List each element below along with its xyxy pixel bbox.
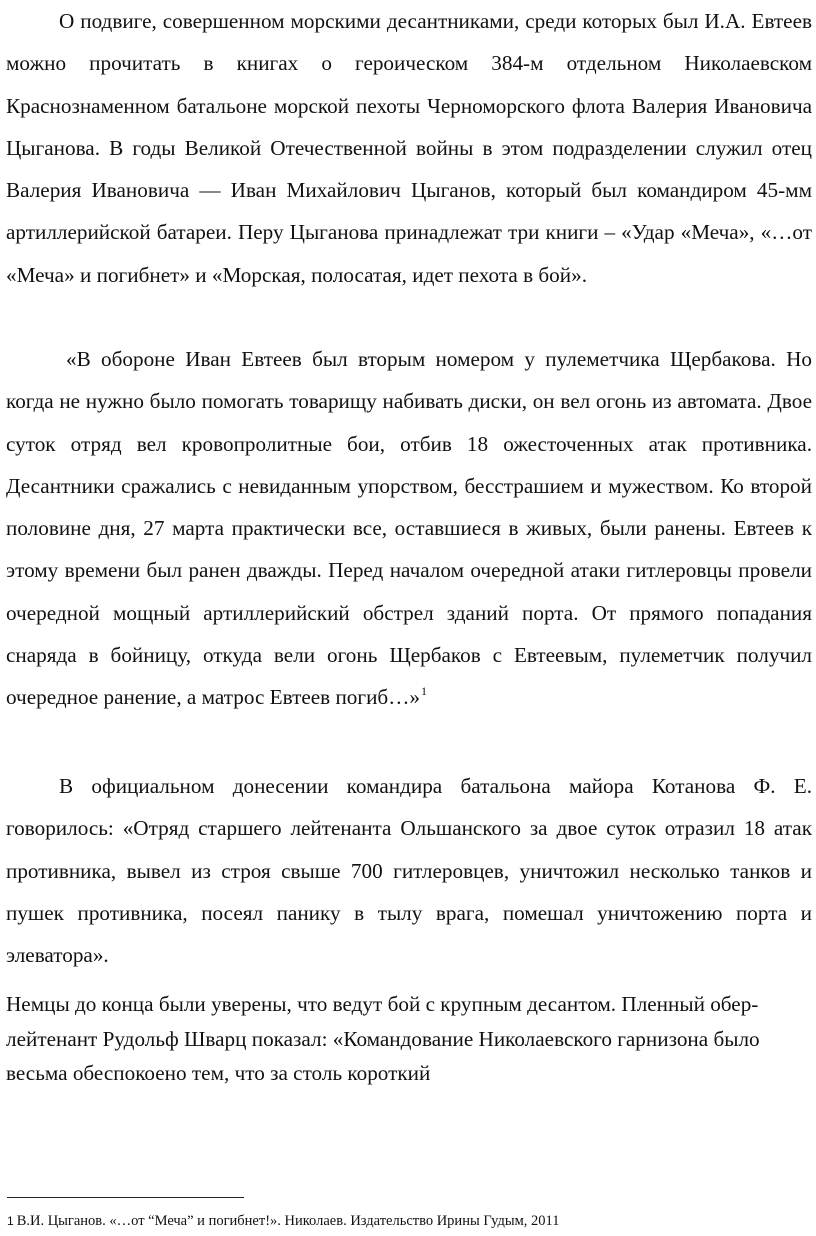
paragraph-1: О подвиге, совершенном морскими десантниками, среди которых был И.А. Евтеев можно прочитать в книгах о героическом 384-м отдельном Николаевском Краснознаменном батальоне морской пехоты Черноморского флота Валерия Ивановича Цыганова. В годы Великой Отечественной войны в этом подразделении служил отец Валерия Ивановича — Иван Михайлович Цыганов, который был командиром 45-мм артиллерийской батареи. Перу Цыганова принадлежат три книги – «Удар «Меча», «…от «Меча» и погибнет» и «Морская, полосатая, идет пехота в бой». (6, 9, 812, 287)
footnote-reference[interactable]: 1 (420, 684, 427, 699)
paragraph-3: В официальном донесении командира батальона майора Котанова Ф. Е. говорилось: «Отряд старшего лейтенанта Ольшанского за двое суток отразил 18 атак противника, вывел из строя свыше 700 гитлеровцев, уничтожил несколько танков и пушек противника, посеял панику в тылу врага, помешал уничтожению порта и элеватора». (6, 774, 812, 968)
footnote-separator (7, 1197, 244, 1198)
paragraph-2-text: «В обороне Иван Евтеев был вторым номером у пулеметчика Щербакова. Но когда не нужно было помогать товарищу набивать диски, он вел огонь из автомата. Двое суток отряд вел кровопролитные бои, отбив 18 ожесточенных атак противника. Десантники сражались с невиданным упорством, бесстрашием и мужеством. Ко второй половине дня, 27 марта практически все, оставшиеся в живых, были ранены. Евтеев к этому времени был ранен дважды. Перед началом очередной атаки гитлеровцы провели очередной мощный артиллерийский обстрел зданий порта. От прямого попадания снаряда в бойницу, откуда вели огонь Щербаков с Евтеевым, пулеметчик получил очередное ранение, а матрос Евтеев погиб…» (6, 347, 812, 710)
paragraph-2-quote (6, 338, 812, 719)
paragraph-4: Немцы до конца были уверены, что ведут бой с крупным десантом. Пленный обер-лейтенант Рудольф Шварц показал: «Командование Николаевского гарнизона было весьма обеспокоено тем, что за столь короткий (6, 992, 760, 1085)
footnote-mark: 1 (7, 1214, 14, 1228)
footnote-text: В.И. Цыганов. «…от “Меча” и погибнет!». Николаев. Издательство Ирины Гудым, 2011 (16, 1213, 560, 1229)
footnote (7, 1211, 560, 1231)
